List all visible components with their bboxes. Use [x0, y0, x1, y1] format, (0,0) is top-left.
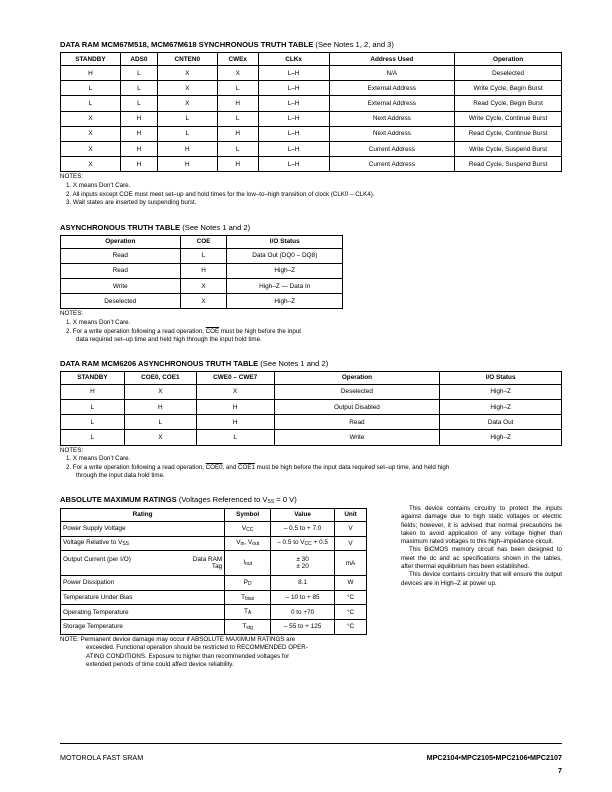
table-cell: Output Disabled — [274, 400, 440, 415]
table-cell: L — [61, 430, 125, 445]
note-line: ATING CONDITIONS. Exposure to higher than recommended voltages for — [86, 652, 290, 660]
title-note: (See Notes 1 and 2) — [260, 358, 329, 368]
value-cell: 0 to +70 — [271, 605, 335, 620]
value-cell — [271, 536, 335, 551]
table-cell: H — [196, 400, 274, 415]
amr-table — [60, 508, 367, 635]
note-text: , and — [222, 463, 237, 471]
subscript: D — [248, 580, 252, 587]
table-header-row — [61, 53, 562, 66]
table-cell: L–H — [258, 96, 329, 111]
rating-cell: Power Dissipation — [61, 576, 225, 591]
table-cell: Write Cycle, Continue Burst — [455, 111, 562, 126]
header-cell: ADS0 — [120, 53, 157, 66]
header-cell: Operation — [274, 371, 440, 384]
symbol-cell — [225, 576, 271, 591]
table-cell: Write — [61, 279, 181, 294]
subscript: A — [247, 610, 252, 617]
table-cell: Next Address — [329, 111, 455, 126]
table-row — [61, 430, 562, 445]
value-text: + 0.5 — [313, 539, 328, 547]
note-text: 1. X means Don’t Care. — [66, 181, 131, 189]
table-cell: L — [217, 141, 258, 156]
rating-qualifier: Data RAM — [192, 556, 223, 564]
note-2-cont: data required set–up time and held high through the input hold time. — [76, 336, 262, 344]
table-cell: H — [217, 96, 258, 111]
sync-truth-table-section — [60, 40, 562, 208]
header-cell: I/O Status — [440, 371, 562, 384]
table-cell: X — [157, 96, 217, 111]
value-text: ± 20 — [296, 563, 309, 571]
symbol: T — [242, 622, 247, 630]
subscript: CC — [246, 526, 254, 533]
table-cell: L–H — [258, 111, 329, 126]
table-row — [61, 521, 367, 536]
header-cell: STANDBY — [61, 53, 121, 66]
title-note: (See Notes 1 and 2) — [182, 222, 251, 232]
table-cell: L — [180, 248, 227, 263]
table-cell: High–Z — [227, 263, 343, 278]
table-cell: Read Cycle, Continue Burst — [455, 126, 562, 141]
signal-name: COE0 — [205, 463, 223, 471]
table-cell: Read Cycle, Suspend Burst — [455, 157, 562, 172]
title-note: (See Notes 1, 2, and 3) — [315, 40, 394, 49]
note-1: 1. X means Don’t Care. — [66, 455, 131, 463]
sync-truth-table-title — [60, 40, 562, 49]
table-cell: H — [120, 126, 157, 141]
symbol-cell — [225, 590, 271, 605]
table-cell: L–H — [258, 81, 329, 96]
page — [60, 40, 562, 669]
note-2-cont: through the input data hold time. — [76, 472, 165, 480]
note-text: 2. For a write operation following a read operation, — [66, 463, 204, 471]
table-cell: L–H — [258, 157, 329, 172]
table-row — [61, 551, 367, 576]
table-cell: L — [217, 81, 258, 96]
amr-title — [60, 495, 367, 505]
symbol: I — [243, 559, 246, 567]
mcm6206-truth-table — [60, 371, 562, 446]
table-cell: X — [157, 66, 217, 81]
rating-cell: Temperature Under Bias — [61, 590, 225, 605]
page-footer — [60, 743, 562, 775]
value-cell — [271, 551, 335, 576]
symbol: T — [241, 593, 246, 601]
table-cell: X — [124, 384, 196, 399]
note-line: extended periods of time could affect device reliability. — [86, 661, 234, 669]
unit-cell: °C — [335, 605, 367, 620]
table-cell: L–H — [258, 126, 329, 141]
unit-cell: V — [335, 521, 367, 536]
sync-truth-table — [60, 52, 562, 172]
table-row — [61, 605, 367, 620]
table-cell: X — [157, 81, 217, 96]
table-cell: H — [61, 66, 121, 81]
value-cell: – 55 to + 125 — [271, 619, 335, 634]
table-row — [61, 111, 562, 126]
table-cell: H — [120, 111, 157, 126]
table-row — [61, 576, 367, 591]
table-cell: H — [61, 384, 125, 399]
table-cell: External Address — [329, 81, 455, 96]
rating-cell: Operating Temperature — [61, 605, 225, 620]
subscript: CC — [304, 541, 312, 548]
table-cell: Write Cycle, Suspend Burst — [455, 141, 562, 156]
table-cell: Write Cycle, Begin Burst — [455, 81, 562, 96]
table-row — [61, 141, 562, 156]
note-line: exceeded. Functional operation should be restricted to RECOMMENDED OPER- — [86, 644, 308, 652]
rating-cell: Power Supply Voltage — [61, 521, 225, 536]
symbol-cell — [225, 619, 271, 634]
table-row — [61, 415, 562, 430]
rating-cell — [61, 536, 225, 551]
paragraph: This BiCMOS memory circuit has been designed to meet the dc and ac specifications shown in the tables, after thermal equilibrium has been established. — [401, 546, 562, 571]
table-row — [61, 294, 343, 309]
table-cell: Current Address — [329, 157, 455, 172]
note-text: 2. For a write operation following a read operation, — [66, 327, 204, 335]
table-cell: Deselected — [274, 384, 440, 399]
note-2 — [60, 328, 562, 337]
symbol: V — [241, 524, 247, 532]
symbol: , V — [244, 539, 253, 547]
amr-left — [60, 495, 367, 670]
rating-line — [63, 556, 222, 563]
table-cell: L — [196, 430, 274, 445]
subscript: bias — [245, 595, 255, 602]
table-cell: H — [120, 141, 157, 156]
symbol-cell — [225, 536, 271, 551]
table-header-row — [61, 235, 343, 248]
mcm6206-truth-table-notes — [60, 447, 562, 481]
paragraph: This device contains circuitry that will ensure the output devices are in High–Z at power up. — [401, 571, 562, 587]
table-cell: H — [217, 126, 258, 141]
value-cell: – 0.5 to + 7.0 — [271, 521, 335, 536]
note-line: NOTE: Permanent device damage may occur if ABSOLUTE MAXIMUM RATINGS are — [60, 635, 296, 643]
rating-text: Output Current (per I/O) — [63, 556, 131, 564]
title-text: ASYNCHRONOUS TRUTH TABLE — [60, 222, 181, 232]
header-cell: Address Used — [329, 53, 455, 66]
table-cell: L — [120, 66, 157, 81]
header-cell: Unit — [335, 508, 367, 521]
header-cell: Operation — [61, 235, 181, 248]
title-text: DATA RAM MCM67M518, MCM67M618 SYNCHRONOUS TRUTH TABLE — [60, 40, 314, 49]
subscript: in — [240, 541, 245, 548]
table-row — [61, 263, 343, 278]
table-cell: X — [61, 111, 121, 126]
header-cell: CNTEN0 — [157, 53, 217, 66]
async-truth-table — [60, 235, 343, 310]
table-cell: Next Address — [329, 126, 455, 141]
table-row — [61, 81, 562, 96]
rating-cell: Storage Temperature — [61, 619, 225, 634]
value-cell: – 10 to + 85 — [271, 590, 335, 605]
header-cell: Rating — [61, 508, 225, 521]
table-cell: L — [61, 400, 125, 415]
note-2 — [60, 464, 562, 473]
header-cell: Operation — [455, 53, 562, 66]
async-truth-table-notes — [60, 310, 562, 344]
table-cell: Read — [274, 415, 440, 430]
header-cell: COE0, COE1 — [124, 371, 196, 384]
header-cell: CLKx — [258, 53, 329, 66]
table-cell: L — [120, 81, 157, 96]
symbol-cell — [225, 605, 271, 620]
value-text: – 0.5 to V — [277, 539, 305, 547]
paragraph: This device contains circuitry to protect the inputs against damage due to high static voltages or electric fields; however, it is advised that normal precautions be taken to avoid application of any voltage higher than maximum rated voltages to this high–impedance circuit. — [401, 504, 562, 546]
table-cell: L — [120, 96, 157, 111]
subscript: stg — [246, 624, 253, 631]
table-header-row — [61, 371, 562, 384]
signal-name: $\overline{COE}$ — [205, 327, 220, 335]
table-cell: Read Cycle, Begin Burst — [455, 96, 562, 111]
table-cell: Read — [61, 263, 181, 278]
sync-truth-table-notes — [60, 173, 562, 207]
header-cell: Symbol — [225, 508, 271, 521]
table-cell: Data Out (DQ0 – DQ8) — [227, 248, 343, 263]
table-row — [61, 96, 562, 111]
unit-cell: mA — [335, 551, 367, 576]
title-note — [179, 495, 297, 504]
table-cell: X — [180, 279, 227, 294]
header-cell: Value — [271, 508, 335, 521]
table-cell: X — [61, 157, 121, 172]
value-text: ± 30 — [296, 556, 309, 564]
symbol: T — [244, 608, 248, 616]
table-cell: H — [157, 157, 217, 172]
page-number: 7 — [558, 766, 562, 775]
title-text: DATA RAM MCM6206 ASYNCHRONOUS TRUTH TABLE — [60, 358, 259, 368]
table-row — [61, 279, 343, 294]
header-cell: CWE0 – CWE7 — [196, 371, 274, 384]
amr-description — [401, 505, 562, 588]
unit-cell: V — [335, 536, 367, 551]
table-header-row — [61, 508, 367, 521]
symbol: V — [236, 539, 241, 547]
mcm6206-truth-table-section — [60, 359, 562, 481]
subscript: SS — [267, 498, 275, 505]
title-text: ABSOLUTE MAXIMUM RATINGS — [60, 494, 177, 504]
note-text: must be high before the input data required set–up time, and held high — [256, 463, 450, 471]
note-3: 3. Wait states are inserted by suspending burst. — [66, 199, 197, 207]
table-cell: High–Z — [440, 384, 562, 399]
async-truth-table-section — [60, 223, 562, 345]
table-cell: X — [124, 430, 196, 445]
subscript: out — [245, 561, 253, 568]
symbol-cell — [225, 551, 271, 576]
table-cell: External Address — [329, 96, 455, 111]
table-cell: Deselected — [61, 294, 181, 309]
table-row — [61, 400, 562, 415]
table-cell: L — [217, 111, 258, 126]
table-cell: X — [196, 384, 274, 399]
unit-cell: °C — [335, 590, 367, 605]
table-cell: L — [157, 111, 217, 126]
rating-qualifier: Tag — [211, 563, 223, 571]
table-row — [61, 66, 562, 81]
table-cell: L — [61, 81, 121, 96]
rating-cell — [61, 551, 225, 576]
footer-left: MOTOROLA FAST SRAM — [60, 753, 144, 762]
table-cell: L–H — [258, 66, 329, 81]
symbol-cell — [225, 521, 271, 536]
subscript: out — [252, 541, 260, 548]
note-1: 1. X means Don’t Care. — [66, 319, 131, 327]
table-cell: X — [61, 126, 121, 141]
mcm6206-truth-table-title — [60, 359, 562, 368]
unit-cell: °C — [335, 619, 367, 634]
table-cell: High–Z — [440, 400, 562, 415]
table-cell: High–Z — [440, 430, 562, 445]
note-1 — [60, 182, 562, 191]
table-cell: L — [124, 415, 196, 430]
footer-right: MPC2104•MPC2105•MPC2106•MPC2107 — [426, 753, 562, 762]
table-cell: H — [157, 141, 217, 156]
table-cell: Data Out — [440, 415, 562, 430]
table-cell: N/A — [329, 66, 455, 81]
table-cell: X — [61, 141, 121, 156]
table-cell: L — [157, 126, 217, 141]
table-cell: H — [217, 157, 258, 172]
header-cell: I/O Status — [227, 235, 343, 248]
table-cell: X — [180, 294, 227, 309]
notes-label: NOTES: — [60, 173, 84, 181]
table-cell: H — [124, 400, 196, 415]
table-cell: Read — [61, 248, 181, 263]
table-cell: L–H — [258, 141, 329, 156]
table-cell: X — [217, 66, 258, 81]
table-cell: Write — [274, 430, 440, 445]
table-row — [61, 384, 562, 399]
rating-text: Voltage Relative to V — [63, 539, 123, 547]
value-cell: 8.1 — [271, 576, 335, 591]
table-cell: Deselected — [455, 66, 562, 81]
subscript: SS — [122, 541, 130, 548]
note-2: 2. All inputs except COE must meet set–up and hold times for the low–to–high transition of clock (CLK0 – CLK4). — [66, 190, 375, 198]
header-cell: COE — [180, 235, 227, 248]
table-row — [61, 248, 343, 263]
amr-note — [60, 636, 367, 670]
table-row — [61, 619, 367, 634]
note-text: (Voltages Referenced to V — [178, 494, 268, 504]
table-row — [61, 590, 367, 605]
async-truth-table-title — [60, 223, 562, 232]
table-row — [61, 157, 562, 172]
unit-cell: W — [335, 576, 367, 591]
note-text: must be high before the input — [220, 327, 301, 335]
table-cell: High–Z — Data In — [227, 279, 343, 294]
table-row — [61, 126, 562, 141]
table-row — [61, 536, 367, 551]
header-cell: STANDBY — [61, 371, 125, 384]
notes-label: NOTES: — [60, 310, 84, 318]
notes-label: NOTES: — [60, 446, 84, 454]
table-cell: H — [196, 415, 274, 430]
table-cell: Current Address — [329, 141, 455, 156]
symbol: P — [243, 578, 248, 586]
table-cell: H — [120, 157, 157, 172]
note-text: = 0 V) — [276, 494, 297, 504]
signal-name: COE1 — [238, 463, 255, 471]
table-cell: L — [61, 415, 125, 430]
table-cell: L — [61, 96, 121, 111]
table-cell: H — [180, 263, 227, 278]
table-cell: High–Z — [227, 294, 343, 309]
header-cell: CWEx — [217, 53, 258, 66]
